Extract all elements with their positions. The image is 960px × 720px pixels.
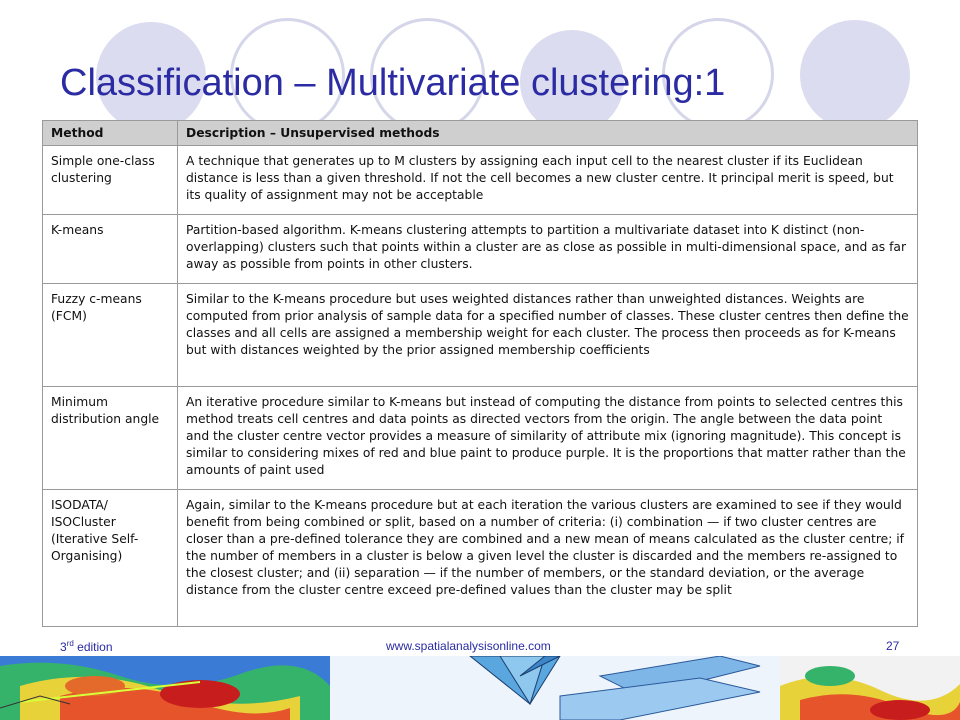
edition-suffix: rd bbox=[66, 639, 74, 648]
edition-word: edition bbox=[73, 640, 113, 654]
methods-table bbox=[42, 120, 918, 627]
table-row bbox=[43, 490, 918, 627]
description-cell: Similar to the K-means procedure but uses weighted distances rather than unweighted distances. Weights are computed from prior analysis of sample data for a specified number of classes. These cluster centres then define the classes and all cells are assigned a membership weight for each cluster. The process then proceeds as for K-means but with distances weighted by the prior assigned membership coefficients bbox=[178, 284, 918, 387]
description-cell: Partition-based algorithm. K-means clustering attempts to partition a multivariate dataset into K distinct (non-overlapping) clusters such that points within a cluster are as close as possible in multi-dimensional space, and as far away as possible from points in other clusters. bbox=[178, 215, 918, 284]
footer-edition bbox=[60, 639, 113, 654]
slide-title: Classification – Multivariate clustering:1 bbox=[60, 62, 726, 104]
header-method: Method bbox=[43, 121, 178, 146]
method-cell: ISODATA/ ISOCluster (Iterative Self-Organising) bbox=[43, 490, 178, 627]
method-cell: K-means bbox=[43, 215, 178, 284]
method-cell: Minimum distribution angle bbox=[43, 387, 178, 490]
footer-url[interactable]: www.spatialanalysisonline.com bbox=[386, 639, 551, 653]
page-number: 27 bbox=[886, 639, 900, 653]
description-cell: An iterative procedure similar to K-means but instead of computing the distance from points to selected centres this method treats cell centres and data points as directed vectors from the origin. The angle between the data point and the cluster centre vector provides a measure of similarity of attribute mix (ignoring magnitude). This concept is similar to considering mixes of red and blue paint to produce purple. It is the proportions that matter rather than the amounts of paint used bbox=[178, 387, 918, 490]
method-cell: Fuzzy c-means (FCM) bbox=[43, 284, 178, 387]
table-header-row bbox=[43, 121, 918, 146]
description-cell: Again, similar to the K-means procedure but at each iteration the various clusters are examined to see if they would benefit from being combined or split, based on a number of criteria: (i) combination — if two cluster centres are closer than a pre-defined tolerance they are combined and a new mean of means calculated as the cluster centre; if the number of members in a cluster is below a given level the cluster is discarded and the members re-assigned to the closest cluster; and (ii) separation — if the number of members, or the standard deviation, or the average distance from the cluster centre exceed pre-defined values than the cluster may be split bbox=[178, 490, 918, 627]
description-cell: A technique that generates up to M clusters by assigning each input cell to the nearest cluster if its Euclidean distance is less than a given threshold. If not the cell becomes a new cluster centre. It principal merit is speed, but its quality of assignment may not be acceptable bbox=[178, 146, 918, 215]
table-row bbox=[43, 215, 918, 284]
method-cell: Simple one-class clustering bbox=[43, 146, 178, 215]
table-row bbox=[43, 387, 918, 490]
edition-number: 3 bbox=[60, 640, 67, 654]
decor-circle-6 bbox=[800, 20, 910, 130]
table-row bbox=[43, 146, 918, 215]
map-imagery-band bbox=[0, 656, 960, 720]
table-row bbox=[43, 284, 918, 387]
header-description: Description – Unsupervised methods bbox=[178, 121, 918, 146]
